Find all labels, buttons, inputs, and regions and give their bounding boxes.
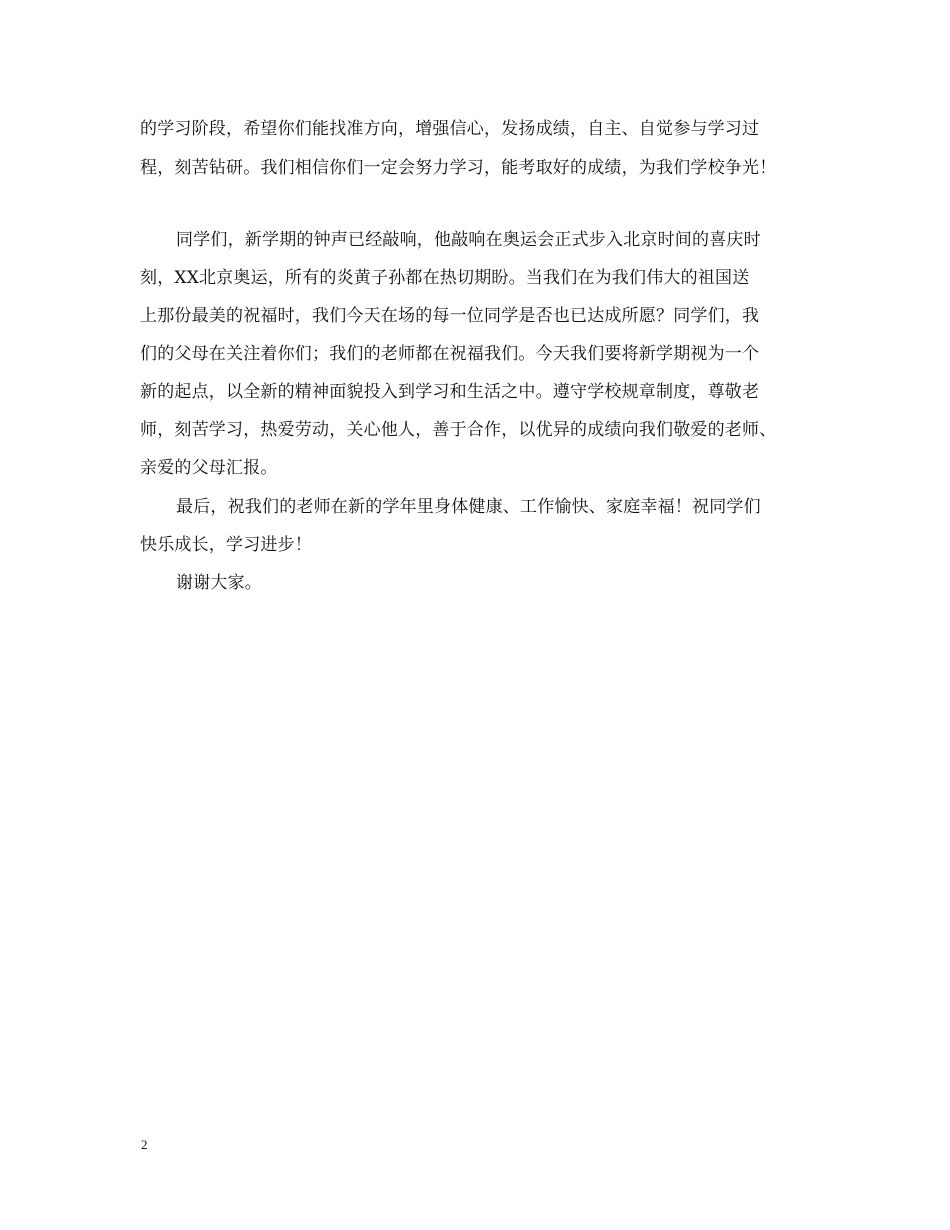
page-number: 2	[141, 1137, 148, 1152]
paragraph-1-line-1: 的学习阶段，希望你们能找准方向，增强信心，发扬成绩，自主、自觉参与学习过	[140, 119, 760, 139]
paragraph-4-line-1: 谢谢大家。	[176, 573, 262, 593]
paragraph-2-line-6: 师，刻苦学习，热爱劳动，关心他人，善于合作，以优异的成绩向我们敬爱的老师、	[140, 420, 777, 440]
paragraph-2-line-3: 上那份最美的祝福时，我们今天在场的每一位同学是否也已达成所愿？同学们，我	[140, 306, 760, 326]
paragraph-3-line-1: 最后，祝我们的老师在新的学年里身体健康、工作愉快、家庭幸福！祝同学们	[176, 497, 761, 517]
paragraph-2-line-4: 们的父母在关注着你们；我们的老师都在祝福我们。今天我们要将新学期视为一个	[140, 344, 760, 364]
paragraph-2-line-2: 刻，XX北京奥运，所有的炎黄子孙都在热切期盼。当我们在为我们伟大的祖国送	[140, 268, 750, 288]
paragraph-2-line-7: 亲爱的父母汇报。	[140, 458, 278, 478]
paragraph-1-line-2: 程，刻苦钻研。我们相信你们一定会努力学习，能考取好的成绩，为我们学校争光！	[140, 158, 777, 178]
paragraph-3-line-2: 快乐成长，学习进步！	[140, 535, 312, 555]
paragraph-2-line-5: 新的起点，以全新的精神面貌投入到学习和生活之中。遵守学校规章制度，尊敬老	[140, 382, 760, 402]
paragraph-2-line-1: 同学们，新学期的钟声已经敲响，他敲响在奥运会正式步入北京时间的喜庆时	[176, 230, 761, 250]
